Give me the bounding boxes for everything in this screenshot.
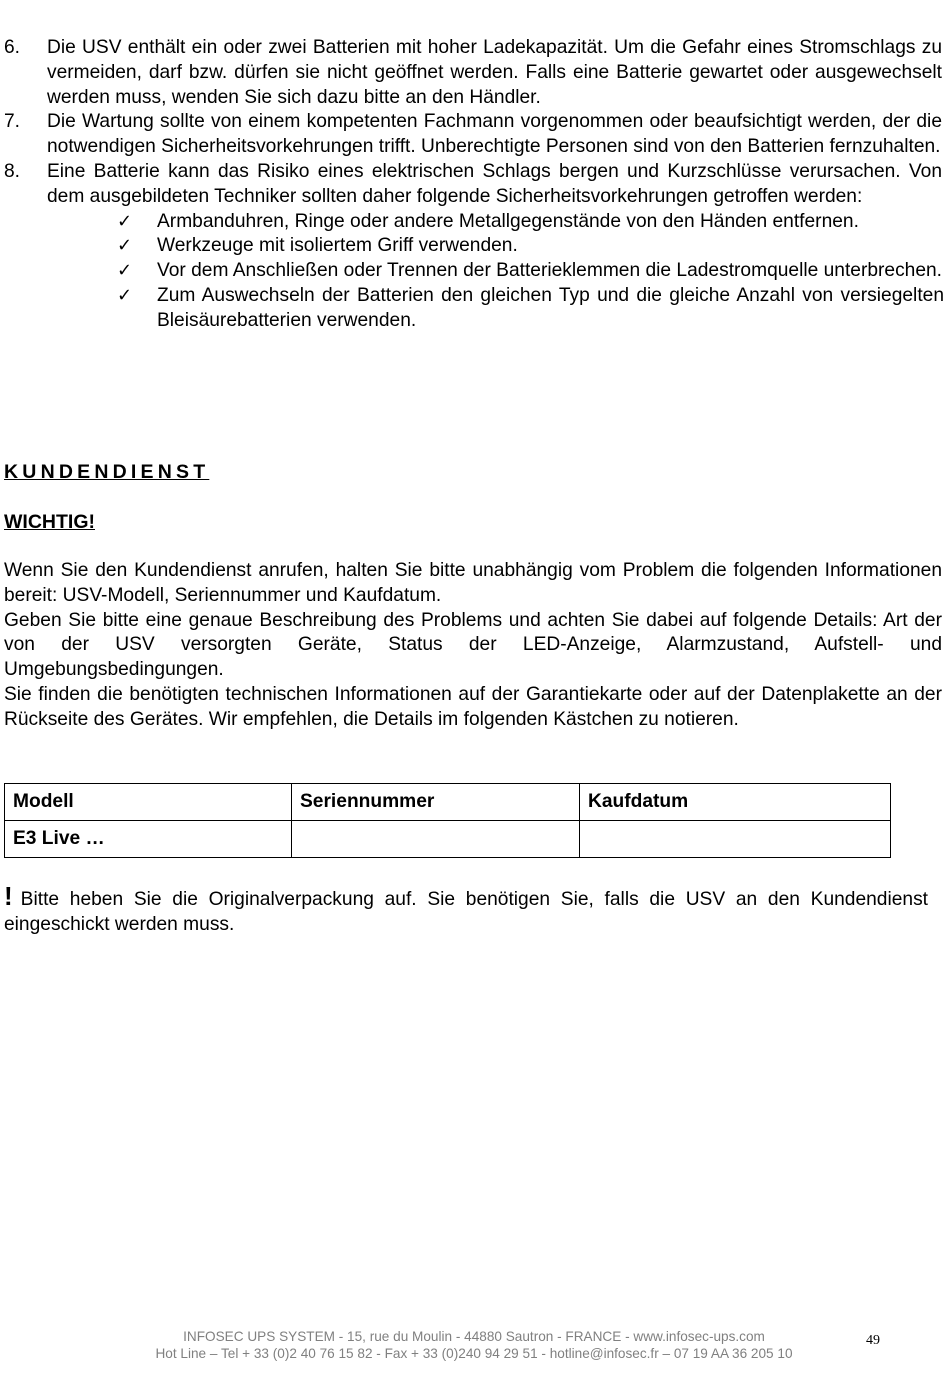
table-header-row: [5, 784, 891, 821]
checkmark-icon: ✓: [117, 235, 133, 257]
checkmark-icon: ✓: [117, 260, 133, 282]
checklist-item: [117, 234, 944, 259]
note-text: Bitte heben Sie die Originalverpackung auf. Sie benötigen Sie, falls die USV an den Kundendienst eingeschickt werden muss.: [4, 889, 928, 935]
checklist-text: Werkzeuge mit isoliertem Griff verwenden.: [157, 235, 518, 257]
list-text: Eine Batterie kann das Risiko eines elektrischen Schlags bergen und Kurzschlüsse verursachen. Von dem ausgebildeten Techniker sollten daher folgende Sicherheitsvorkehrungen getroffen werden:: [47, 160, 942, 207]
cell-date: [580, 821, 891, 858]
list-item: [4, 110, 944, 160]
checklist-item: [117, 259, 944, 284]
important-heading: WICHTIG!: [4, 511, 95, 533]
list-number: 7.: [4, 111, 21, 133]
cell-serial: [292, 821, 580, 858]
exclamation-icon: !: [4, 881, 13, 911]
list-item: [4, 160, 944, 210]
footer-address: INFOSEC UPS SYSTEM - 15, rue du Moulin - 44880 Sautron - FRANCE - www.infosec-ups.com: [183, 1329, 765, 1344]
checkmark-icon: ✓: [117, 210, 133, 232]
footer-hotline: Hot Line – Tel + 33 (0)2 40 76 15 82 - Fax + 33 (0)240 94 29 51 - hotline@infosec.fr – 07 19 AA 36 205 10: [155, 1346, 793, 1361]
paragraph: Wenn Sie den Kundendienst anrufen, halten Sie bitte unabhängig vom Problem die folgenden Informationen bereit: USV-Modell, Seriennummer und Kaufdatum.: [4, 560, 942, 606]
header-cell-model: Modell: [5, 784, 292, 821]
numbered-list: [4, 36, 944, 334]
list-text: Die Wartung sollte von einem kompetenten Fachmann vorgenommen oder beaufsichtigt werden, der die notwendigen Sicherheitsvorkehrungen trifft. Unberechtigte Personen sind von den Batterien fernzuhalten.: [47, 111, 942, 158]
checklist-item: [117, 210, 944, 235]
header-cell-serial: Seriennummer: [292, 784, 580, 821]
paragraph: Sie finden die benötigten technischen Informationen auf der Garantiekarte oder auf der Datenplakette an der Rückseite des Gerätes. Wir empfehlen, die Details im folgenden Kästchen zu notieren.: [4, 683, 942, 730]
checklist: [117, 210, 944, 334]
list-item: [4, 36, 944, 110]
list-number: 6.: [4, 37, 21, 58]
device-info-table: [4, 783, 891, 858]
list-text: Die USV enthält ein oder zwei Batterien mit hoher Ladekapazität. Um die Gefahr eines Stromschlags zu vermeiden, darf bzw. dürfen sie nicht geöffnet werden. Falls eine Batterie gewartet oder ausgewechselt werden muss, wenden Sie sich dazu bitte an den Händler.: [47, 37, 942, 108]
footer: [110, 1328, 838, 1362]
cell-model: E3 Live …: [5, 821, 292, 858]
body-text: [4, 559, 942, 733]
checklist-item: [117, 284, 944, 334]
paragraph: Geben Sie bitte eine genaue Beschreibung des Problems und achten Sie dabei auf folgende Details: Art der von der USV versorgten Geräte, Status der LED-Anzeige, Alarmzustand, Aufstell- und Umgebungsbedingungen.: [4, 609, 942, 681]
list-number: 8.: [4, 160, 21, 182]
page-number: 49: [866, 1333, 880, 1348]
section-heading: KUNDENDIENST: [4, 461, 210, 483]
checklist-text: Armbanduhren, Ringe oder andere Metallgegenstände von den Händen entfernen.: [157, 210, 859, 232]
table-row: [5, 821, 891, 858]
checklist-text: Zum Auswechseln der Batterien den gleichen Typ und die gleiche Anzahl von versiegelten Bleisäurebatterien verwenden.: [157, 284, 944, 331]
checklist-text: Vor dem Anschließen oder Trennen der Batterieklemmen die Ladestromquelle unterbrechen.: [157, 260, 943, 282]
checkmark-icon: ✓: [117, 284, 133, 306]
header-cell-date: Kaufdatum: [580, 784, 891, 821]
packaging-note: [4, 881, 928, 938]
